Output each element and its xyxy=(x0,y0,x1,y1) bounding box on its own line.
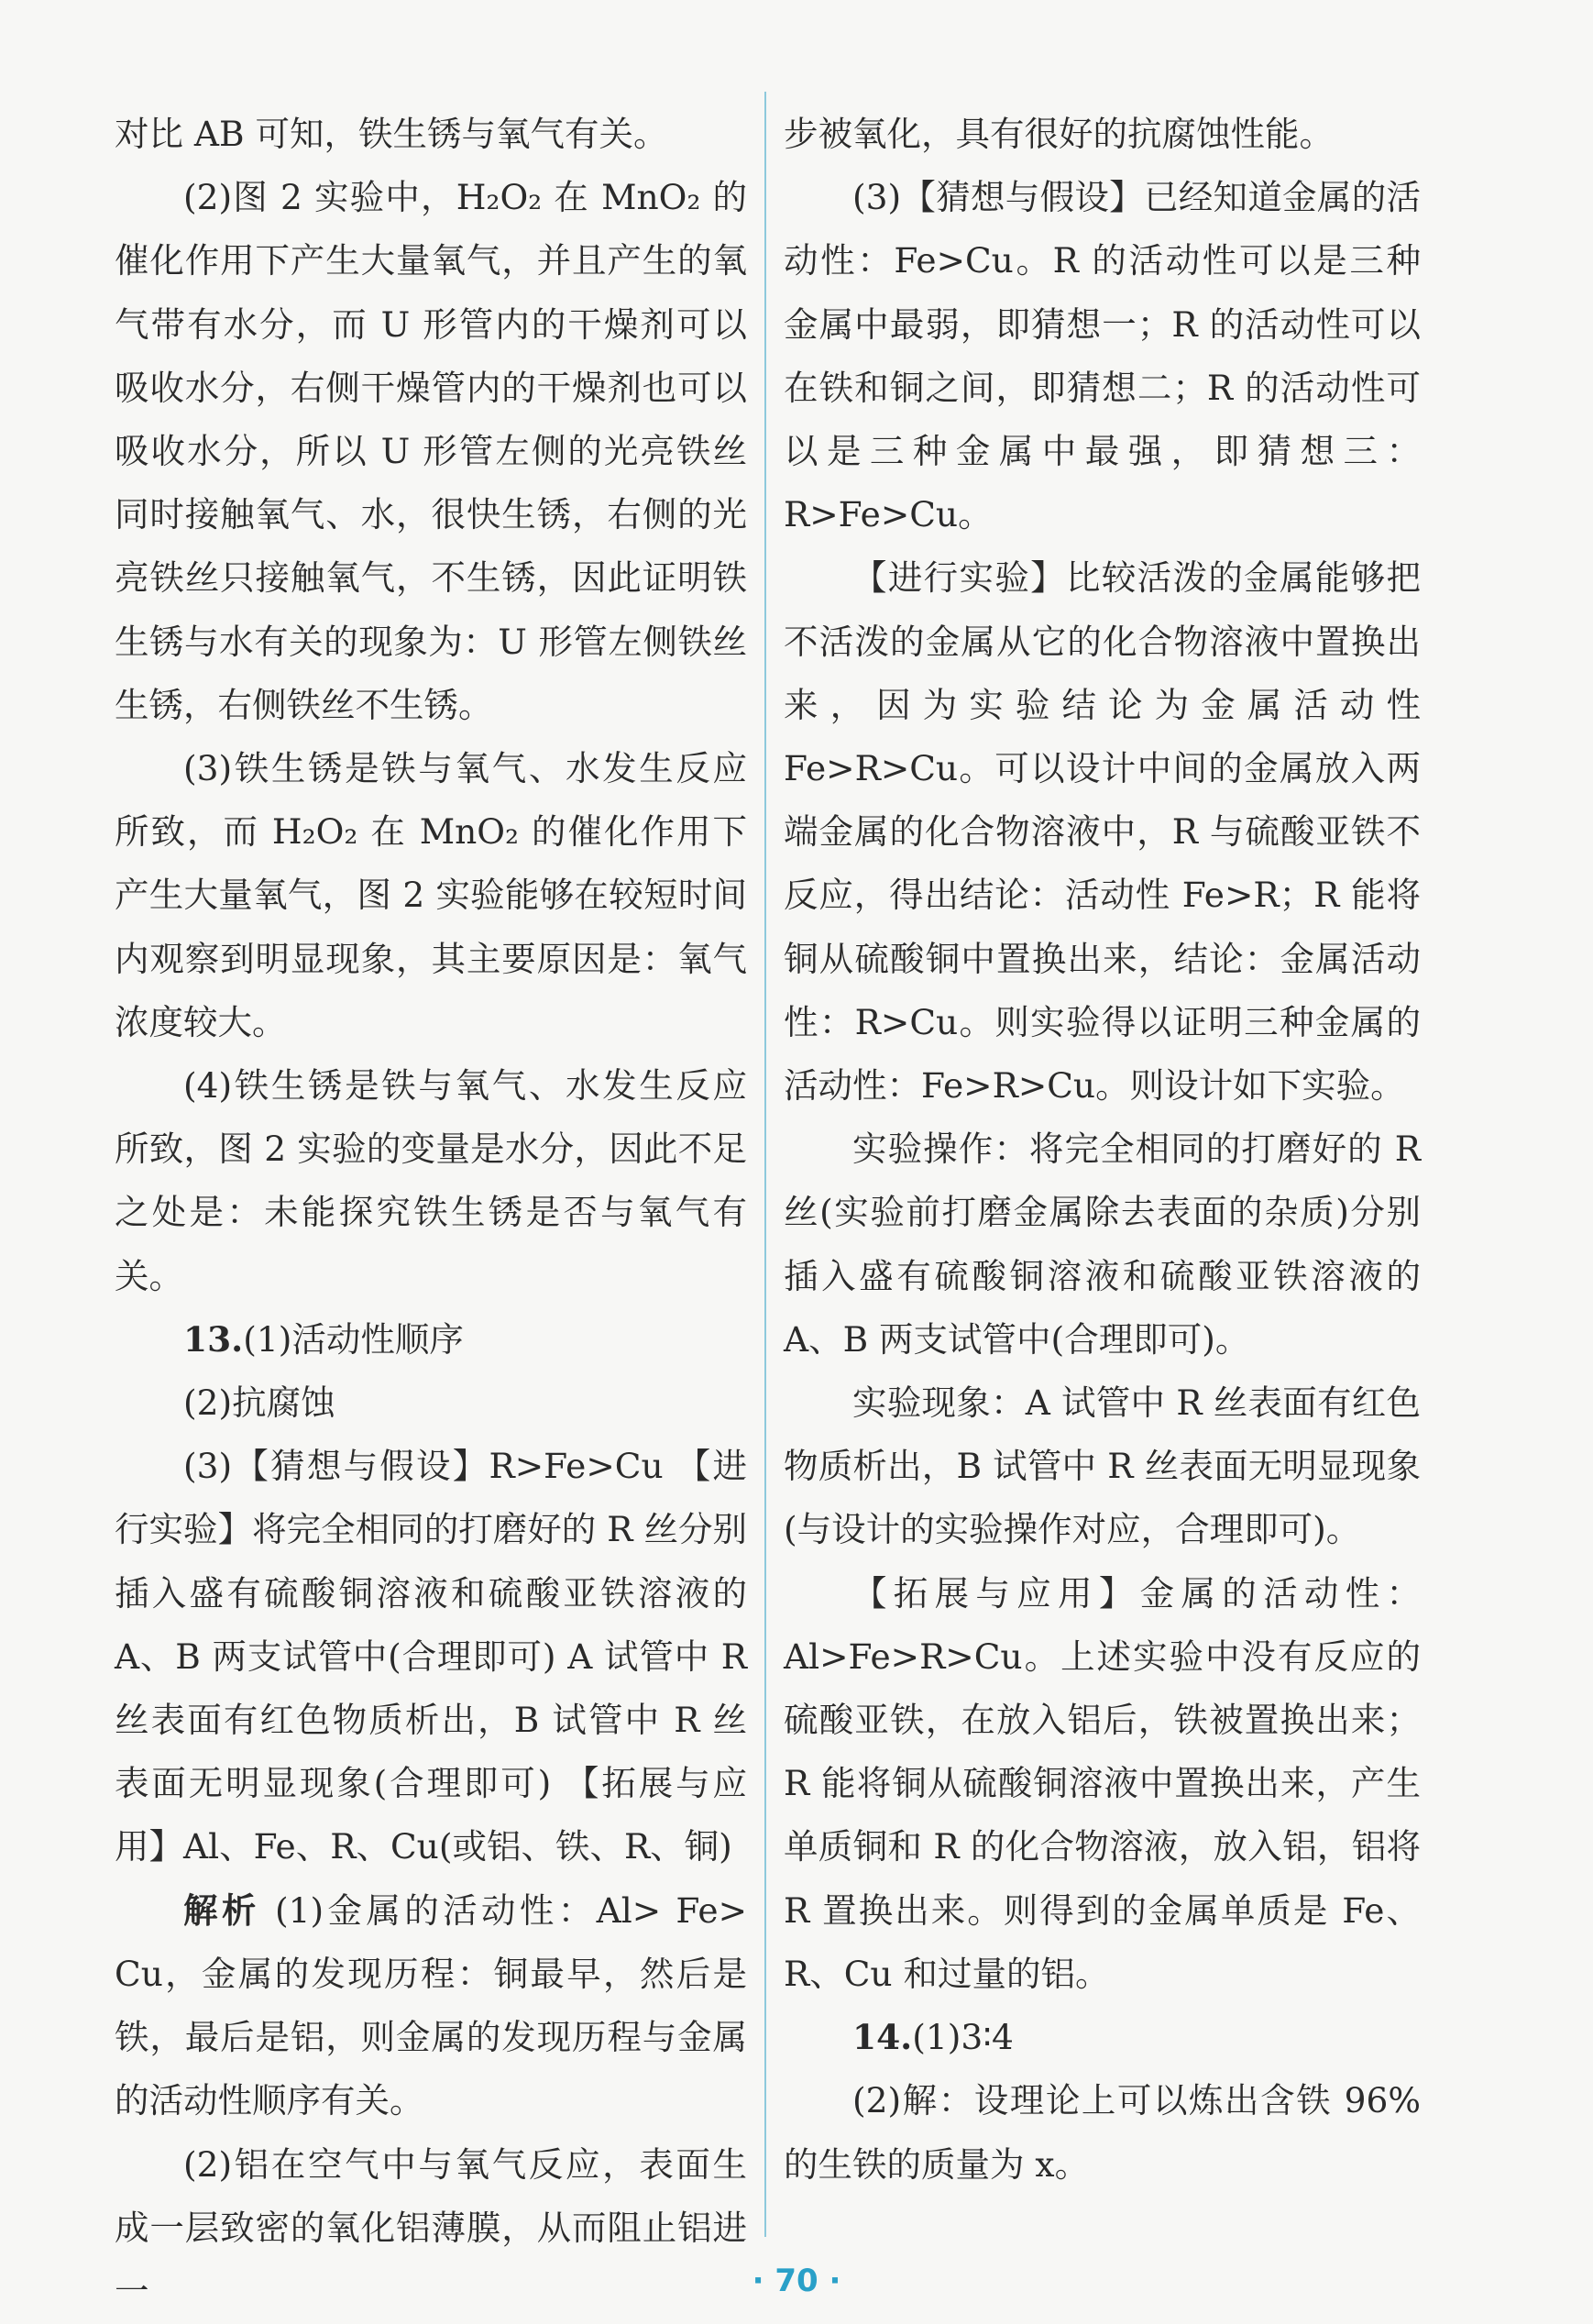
paragraph: (2)铝在空气中与氧气反应，表面生成一层致密的氧化铝薄膜，从而阻止铝进一 xyxy=(115,2143,747,2311)
paragraph: 实验现象：A 试管中 R 丝表面有红色物质析出，B 试管中 R 丝表面无明显现象(与设计的实验操作对应，合理即可)。 xyxy=(784,1382,1421,1550)
paragraph: (2)图 2 实验中，H₂O₂ 在 MnO₂ 的催化作用下产生大量氧气，并且产生的氧气带有水分，而 U 形管内的干燥剂可以吸收水分，右侧干燥管内的干燥剂也可以吸收水分，所以 U 形管左侧的光亮铁丝同时接触氧气、水，很快生锈，右侧的光亮铁丝只接触氧气，不生锈，因此证明铁生锈与水有关的现象为：U 形管左侧铁丝生锈，右侧铁丝不生锈。 xyxy=(115,177,747,725)
paragraph: 实验操作：将完全相同的打磨好的 R 丝(实验前打磨金属除去表面的杂质)分别插入盛有硫酸铜溶液和硫酸亚铁溶液的 A、B 两支试管中(合理即可)。 xyxy=(784,1129,1421,1360)
analysis-paragraph xyxy=(115,1879,747,2133)
column-divider xyxy=(764,92,766,2237)
question-number: 13. xyxy=(183,1318,244,1360)
analysis-text: (1)金属的活动性：Al> Fe> Cu，金属的发现历程：铜最早，然后是铁，最后是铝，则金属的发现历程与金属的活动性顺序有关。 xyxy=(115,1889,747,2121)
answer-text: (1)活动性顺序 xyxy=(243,1318,464,1360)
question-14-answer-2: (2)解：设理论上可以炼出含铁 96% 的生铁的质量为 x。 xyxy=(784,2080,1421,2185)
paragraph: 【拓展与应用】金属的活动性：Al>Fe>R>Cu。上述实验中没有反应的硫酸亚铁，在放入铝后，铁被置换出来；R 能将铜从硫酸铜溶液中置换出来，产生单质铜和 R 的化合物溶液，放入铝，铝将 R 置换出来。则得到的金属单质是 Fe、R、Cu 和过量的铝。 xyxy=(784,1572,1421,1994)
answer-text: (1)3∶4 xyxy=(912,2017,1014,2058)
question-14-answer-1 xyxy=(784,2006,1421,2069)
paragraph: 步被氧化，具有很好的抗腐蚀性能。 xyxy=(784,114,1334,154)
paragraph: (3)铁生锈是铁与氧气、水发生反应所致，而 H₂O₂ 在 MnO₂ 的催化作用下产生大量氧气，图 2 实验能够在较短时间内观察到明显现象，其主要原因是：氧气浓度较大。 xyxy=(115,748,747,1042)
paragraph: (3)【猜想与假设】已经知道金属的活动性：Fe>Cu。R 的活动性可以是三种金属中最弱，即猜想一；R 的活动性可以在铁和铜之间，即猜想二；R 的活动性可以是三种金属中最强，即猜想三：R>Fe>Cu。 xyxy=(784,177,1421,535)
page-number: · 70 · xyxy=(752,2263,841,2299)
analysis-label: 解析 xyxy=(183,1889,260,1931)
question-13-answer-2: (2)抗腐蚀 xyxy=(183,1382,335,1424)
question-13-answer-1 xyxy=(115,1308,747,1371)
paragraph: 对比 AB 可知，铁生锈与氧气有关。 xyxy=(115,114,668,154)
page-number-value: 70 xyxy=(775,2263,818,2299)
paragraph: 【进行实验】比较活泼的金属能够把不活泼的金属从它的化合物溶液中置换出来，因为实验结论为金属活动性 Fe>R>Cu。可以设计中间的金属放入两端金属的化合物溶液中，R 与硫酸亚铁不反应，得出结论：活动性 Fe>R；R 能将铜从硫酸铜中置换出来，结论：金属活动性：R>Cu。则实验得以证明三种金属的活动性：Fe>R>Cu。则设计如下实验。 xyxy=(784,557,1421,1107)
question-13-answer-3: (3)【猜想与假设】R>Fe>Cu 【进行实验】将完全相同的打磨好的 R 丝分别插入盛有硫酸铜溶液和硫酸亚铁溶液的 A、B 两支试管中(合理即可) A 试管中 R 丝表面有红色物质析出，B 试管中 R 丝表面无明显现象(合理即可) 【拓展与应用】Al、Fe、R、Cu(或铝、铁、R、铜) xyxy=(115,1446,747,1867)
question-number: 14. xyxy=(852,2017,913,2058)
paragraph: (4)铁生锈是铁与氧气、水发生反应所致，图 2 实验的变量是水分，因此不足之处是：未能探究铁生锈是否与氧气有关。 xyxy=(115,1065,747,1296)
right-column xyxy=(784,103,1421,2197)
left-column xyxy=(115,103,747,2323)
